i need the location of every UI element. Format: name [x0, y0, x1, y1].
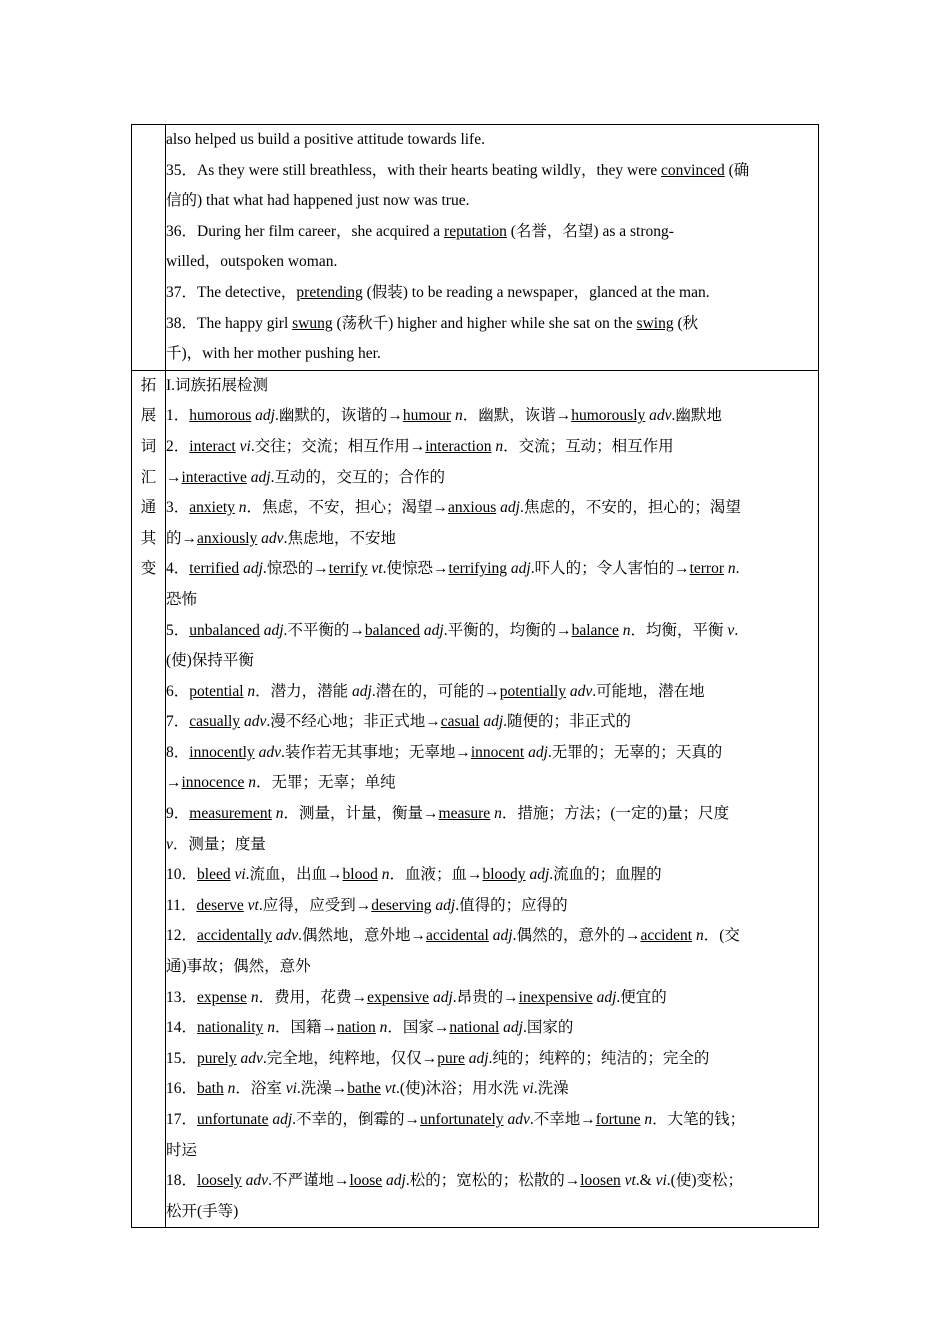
- text-segment: .洗澡→: [296, 1080, 348, 1098]
- part-of-speech: adj: [243, 560, 263, 578]
- answer-word: loosely: [197, 1172, 242, 1190]
- part-of-speech: adj: [503, 1019, 523, 1037]
- text-segment: .昂贵的→: [452, 988, 519, 1006]
- text-segment: .(使)沐浴；用水洗: [395, 1080, 523, 1098]
- answer-word: expensive: [367, 988, 430, 1006]
- part-of-speech: adj: [432, 988, 453, 1006]
- answer-word: anxiously: [197, 529, 258, 547]
- answer-word: terrify: [328, 560, 368, 578]
- row-content-cell: [166, 370, 819, 1228]
- part-of-speech: adj: [528, 743, 548, 761]
- text-segment: .漫不经心地；非正式地→: [266, 713, 441, 731]
- answer-word: national: [449, 1019, 500, 1037]
- text-line: [166, 921, 818, 952]
- answer-word: bath: [197, 1080, 224, 1098]
- text-line: [166, 799, 818, 830]
- part-of-speech: adv: [569, 682, 593, 700]
- text-segment: .使惊恐→: [382, 560, 449, 578]
- text-segment: .可能地，潜在地: [592, 682, 705, 700]
- part-of-speech: adj: [510, 560, 531, 578]
- answer-word: humour: [402, 407, 452, 425]
- text-segment: (秋: [673, 314, 699, 332]
- text-segment: .惊恐的→: [262, 560, 329, 578]
- text-segment: 35．As they were still breathless，with their hearts beating wildly，they were: [166, 161, 662, 179]
- part-of-speech: adj: [468, 1049, 489, 1067]
- text-segment: .便宜的: [616, 988, 667, 1006]
- text-segment: →: [166, 468, 182, 486]
- text-segment: 千)，with her mother pushing her.: [166, 345, 381, 363]
- part-of-speech: adj: [529, 866, 550, 884]
- answer-word: innocent: [470, 743, 525, 761]
- part-of-speech: n: [695, 927, 704, 945]
- answer-word: innocence: [181, 774, 245, 792]
- answer-word: humorous: [189, 407, 252, 425]
- text-line: [166, 860, 818, 891]
- text-segment: .焦虑地，不安地: [283, 529, 396, 547]
- text-segment: (使)保持平衡: [166, 652, 254, 670]
- answer-word: pure: [437, 1049, 465, 1067]
- text-segment: 松开(手等): [166, 1202, 239, 1220]
- text-line: [166, 524, 818, 555]
- text-segment: .不幸的，倒霉的→: [292, 1111, 421, 1128]
- part-of-speech: n: [250, 988, 259, 1006]
- row-label-cell: [132, 370, 166, 1228]
- answer-word: potential: [189, 682, 244, 700]
- text-segment: .无罪的；无辜的；天真的: [547, 743, 723, 761]
- text-segment: .随便的；非正式的: [503, 713, 632, 731]
- text-line: [166, 983, 818, 1014]
- text-line: [166, 1197, 818, 1228]
- answer-word: nationality: [197, 1019, 264, 1037]
- text-segment: .吓人的；令人害怕的→: [530, 560, 690, 578]
- part-of-speech: n: [644, 1111, 653, 1128]
- text-segment: 7．: [166, 713, 190, 731]
- part-of-speech: adj: [255, 407, 275, 425]
- answer-word: balanced: [364, 621, 420, 639]
- text-segment: .不严谨地→: [268, 1172, 350, 1190]
- answer-word: loose: [349, 1172, 383, 1190]
- text-segment: willed，outspoken woman.: [166, 253, 338, 271]
- part-of-speech: adj: [596, 988, 617, 1006]
- text-segment: .交往；交流；相互作用→: [250, 437, 426, 455]
- text-segment: 通)事故；偶然，意外: [166, 958, 311, 976]
- answer-word: casual: [440, 713, 480, 731]
- answer-word: swung: [292, 314, 333, 332]
- answer-word: nation: [336, 1019, 376, 1037]
- part-of-speech: vt: [371, 560, 383, 578]
- text-segment: 18．: [166, 1172, 198, 1190]
- answer-word: measurement: [189, 805, 272, 823]
- text-segment: ．浴室: [235, 1080, 286, 1098]
- text-line: [166, 463, 818, 494]
- answer-word: accidental: [426, 927, 489, 945]
- text-segment: .松的；宽松的；松散的→: [405, 1172, 581, 1190]
- part-of-speech: adj: [352, 682, 372, 700]
- text-segment: .: [734, 621, 739, 639]
- text-segment: .偶然的，意外的→: [512, 927, 641, 945]
- answer-word: reputation: [444, 222, 507, 240]
- part-of-speech: n: [379, 1019, 388, 1037]
- text-line: [166, 1136, 818, 1167]
- text-segment: 6．: [166, 682, 190, 700]
- answer-word: blood: [342, 866, 378, 884]
- text-segment: .幽默的，诙谐的→: [274, 407, 403, 425]
- text-line: [166, 186, 818, 217]
- part-of-speech: n: [227, 1080, 236, 1098]
- text-segment: .潜在的，可能的→: [371, 682, 500, 700]
- text-segment: .流血的；血腥的: [549, 866, 662, 884]
- part-of-speech: adj: [435, 896, 456, 914]
- text-line: [166, 371, 818, 402]
- text-line: [166, 156, 818, 187]
- part-of-speech: n: [494, 805, 502, 823]
- text-segment: 信的) that what had happened just now was true.: [166, 192, 470, 210]
- answer-word: purely: [197, 1049, 237, 1067]
- text-segment: ．交流；互动；相互作用: [503, 437, 674, 455]
- text-segment: also helped us build a positive attitude towards life.: [166, 131, 485, 148]
- part-of-speech: adv: [258, 743, 281, 761]
- answer-word: measure: [438, 805, 491, 823]
- text-line: [166, 1105, 818, 1136]
- text-segment: .(使)变松；: [666, 1172, 743, 1190]
- part-of-speech: vi: [655, 1172, 667, 1190]
- answer-word: terrified: [189, 560, 240, 578]
- part-of-speech: n: [454, 407, 463, 425]
- text-segment: 13．: [166, 988, 198, 1006]
- answer-word: loosen: [580, 1172, 621, 1190]
- text-segment: ．均衡，平衡: [630, 621, 728, 639]
- text-segment: .流血，出血→: [245, 866, 343, 884]
- text-segment: 1．: [166, 407, 190, 425]
- part-of-speech: n: [238, 499, 247, 517]
- text-segment: (确: [724, 161, 750, 179]
- text-line: [166, 432, 818, 463]
- text-line: [166, 309, 818, 340]
- text-segment: ．幽默，诙谐→: [462, 407, 572, 425]
- text-segment: .不平衡的→: [283, 621, 365, 639]
- answer-word: anxiety: [189, 499, 235, 517]
- answer-word: bathe: [347, 1080, 381, 1098]
- text-line: [166, 217, 818, 248]
- text-line: [166, 401, 818, 432]
- text-line: [166, 125, 818, 156]
- answer-word: interact: [189, 437, 236, 455]
- text-segment: 10．: [166, 866, 198, 884]
- table-row-continued: [132, 125, 819, 371]
- text-segment: .幽默地: [671, 407, 722, 425]
- text-segment: 14．: [166, 1019, 198, 1037]
- text-segment: ．国家→: [387, 1019, 450, 1037]
- answer-word: balance: [571, 621, 619, 639]
- part-of-speech: vt: [247, 896, 259, 914]
- answer-word: interactive: [181, 468, 247, 486]
- part-of-speech: vt: [624, 1172, 636, 1190]
- answer-word: terrifying: [448, 560, 507, 578]
- part-of-speech: adv: [649, 407, 672, 425]
- answer-word: casually: [189, 713, 241, 731]
- text-segment: 2．: [166, 437, 190, 455]
- text-line: [166, 247, 818, 278]
- answer-word: unfortunately: [420, 1111, 504, 1128]
- text-line: [166, 677, 818, 708]
- part-of-speech: n: [248, 774, 256, 792]
- text-segment: .平衡的，均衡的→: [443, 621, 572, 639]
- part-of-speech: adv: [275, 927, 299, 945]
- text-segment: 38．The happy girl: [166, 314, 293, 332]
- text-line: [166, 891, 818, 922]
- text-segment: 的→: [166, 529, 198, 547]
- text-segment: 时运: [166, 1141, 198, 1159]
- text-segment: 3．: [166, 499, 190, 517]
- answer-word: bloody: [482, 866, 526, 884]
- vocabulary-table: [131, 124, 819, 1228]
- text-segment: ．(交: [703, 927, 740, 945]
- part-of-speech: adj: [250, 468, 271, 486]
- text-segment: ．国籍→: [274, 1019, 337, 1037]
- part-of-speech: adj: [500, 499, 520, 517]
- part-of-speech: adj: [492, 927, 513, 945]
- text-segment: I.词族拓展检测: [166, 376, 269, 394]
- text-segment: 4．: [166, 560, 190, 578]
- text-segment: (名誉，名望) as a strong-: [506, 222, 674, 240]
- part-of-speech: vi: [239, 437, 251, 455]
- answer-word: convinced: [661, 161, 725, 179]
- part-of-speech: n: [381, 866, 390, 884]
- text-segment: 12．: [166, 927, 198, 945]
- part-of-speech: v: [166, 835, 173, 853]
- part-of-speech: adj: [386, 1172, 406, 1190]
- text-segment: .装作若无其事地；无辜地→: [280, 743, 471, 761]
- text-segment: →: [166, 774, 182, 792]
- part-of-speech: vi: [234, 866, 246, 884]
- answer-word: deserving: [371, 896, 432, 914]
- part-of-speech: vi: [522, 1080, 534, 1098]
- answer-word: humorously: [571, 407, 646, 425]
- text-line: [166, 1044, 818, 1075]
- text-segment: 9．: [166, 805, 190, 823]
- text-line: [166, 1074, 818, 1105]
- text-segment: .不幸地→: [529, 1111, 596, 1128]
- text-segment: 16．: [166, 1080, 198, 1098]
- text-segment: ．测量，计量，衡量→: [283, 805, 439, 823]
- answer-word: unbalanced: [189, 621, 260, 639]
- answer-word: bleed: [197, 866, 231, 884]
- answer-word: accidentally: [197, 927, 272, 945]
- text-line: [166, 278, 818, 309]
- part-of-speech: v: [727, 621, 735, 639]
- text-line: [166, 1166, 818, 1197]
- text-segment: .: [735, 560, 740, 578]
- text-segment: 17．: [166, 1111, 198, 1128]
- answer-word: pretending: [296, 283, 363, 301]
- text-segment: ．焦虑，不安，担心；渴望→: [246, 499, 449, 517]
- part-of-speech: vi: [285, 1080, 297, 1098]
- part-of-speech: adj: [483, 713, 504, 731]
- text-segment: .焦虑的，不安的，担心的；渴望: [519, 499, 741, 517]
- text-segment: 恐怖: [166, 590, 198, 608]
- part-of-speech: n: [267, 1019, 275, 1037]
- text-segment: .值得的；应得的: [455, 896, 568, 914]
- part-of-speech: n: [247, 682, 256, 700]
- part-of-speech: adv: [243, 713, 267, 731]
- text-segment: .应得，应受到→: [258, 896, 372, 914]
- text-segment: .国家的: [522, 1019, 574, 1037]
- part-of-speech: adj: [263, 621, 284, 639]
- text-segment: ．措施；方法；(一定的)量；尺度: [501, 805, 730, 823]
- answer-word: accident: [640, 927, 693, 945]
- text-segment: 15．: [166, 1049, 198, 1067]
- part-of-speech: n: [622, 621, 631, 639]
- answer-word: unfortunate: [197, 1111, 269, 1128]
- part-of-speech: adv: [261, 529, 284, 547]
- text-segment: ．费用，花费→: [258, 988, 368, 1006]
- text-line: [166, 493, 818, 524]
- text-line: [166, 738, 818, 769]
- text-line: [166, 830, 818, 861]
- part-of-speech: adj: [272, 1111, 293, 1128]
- part-of-speech: adv: [245, 1172, 269, 1190]
- text-line: [166, 768, 818, 799]
- row-label-cell: [132, 125, 166, 371]
- text-line: [166, 646, 818, 677]
- text-line: [166, 554, 818, 585]
- part-of-speech: adv: [240, 1049, 263, 1067]
- answer-word: terror: [689, 560, 724, 578]
- answer-word: fortune: [595, 1111, 641, 1128]
- answer-word: inexpensive: [518, 988, 593, 1006]
- text-segment: 8．: [166, 743, 190, 761]
- answer-word: deserve: [196, 896, 244, 914]
- text-segment: ．血液；血→: [389, 866, 483, 884]
- text-segment: (假装) to be reading a newspaper，glanced at the man.: [362, 283, 710, 301]
- text-segment: ．大笔的钱；: [652, 1111, 746, 1128]
- part-of-speech: vt: [384, 1080, 396, 1098]
- answer-word: swing: [636, 314, 674, 332]
- text-segment: .&: [635, 1172, 656, 1190]
- text-line: [166, 1013, 818, 1044]
- answer-word: interaction: [425, 437, 492, 455]
- answer-word: anxious: [448, 499, 497, 517]
- part-of-speech: n: [495, 437, 504, 455]
- text-line: [166, 707, 818, 738]
- row-content-cell: [166, 125, 819, 371]
- text-segment: ．无罪；无辜；单纯: [255, 774, 396, 792]
- answer-word: expense: [197, 988, 247, 1006]
- table-row-word-family: [132, 370, 819, 1228]
- part-of-speech: n: [275, 805, 284, 823]
- text-segment: 37．The detective，: [166, 283, 297, 301]
- text-segment: (荡秋千) higher and higher while she sat on the: [332, 314, 637, 332]
- part-of-speech: adj: [423, 621, 444, 639]
- text-segment: ．潜力，潜能: [255, 682, 353, 700]
- part-of-speech: adv: [507, 1111, 530, 1128]
- text-segment: .互动的，交互的；合作的: [270, 468, 445, 486]
- text-segment: .偶然地，意外地→: [298, 927, 427, 945]
- answer-word: potentially: [499, 682, 567, 700]
- text-line: [166, 952, 818, 983]
- answer-word: innocently: [189, 743, 255, 761]
- section-label: 拓 展 词 汇 通 其 变: [140, 376, 157, 578]
- text-segment: .洗澡: [533, 1080, 569, 1098]
- text-segment: 11．: [166, 896, 197, 914]
- part-of-speech: n: [727, 560, 736, 578]
- text-segment: 5．: [166, 621, 190, 639]
- text-segment: .完全地，纯粹地，仅仅→: [262, 1049, 438, 1067]
- text-line: [166, 339, 818, 370]
- text-segment: .纯的；纯粹的；纯洁的；完全的: [488, 1049, 710, 1067]
- text-line: [166, 616, 818, 647]
- text-line: [166, 585, 818, 616]
- text-segment: ．测量；度量: [172, 835, 266, 853]
- text-segment: 36．During her film career，she acquired a: [166, 222, 445, 240]
